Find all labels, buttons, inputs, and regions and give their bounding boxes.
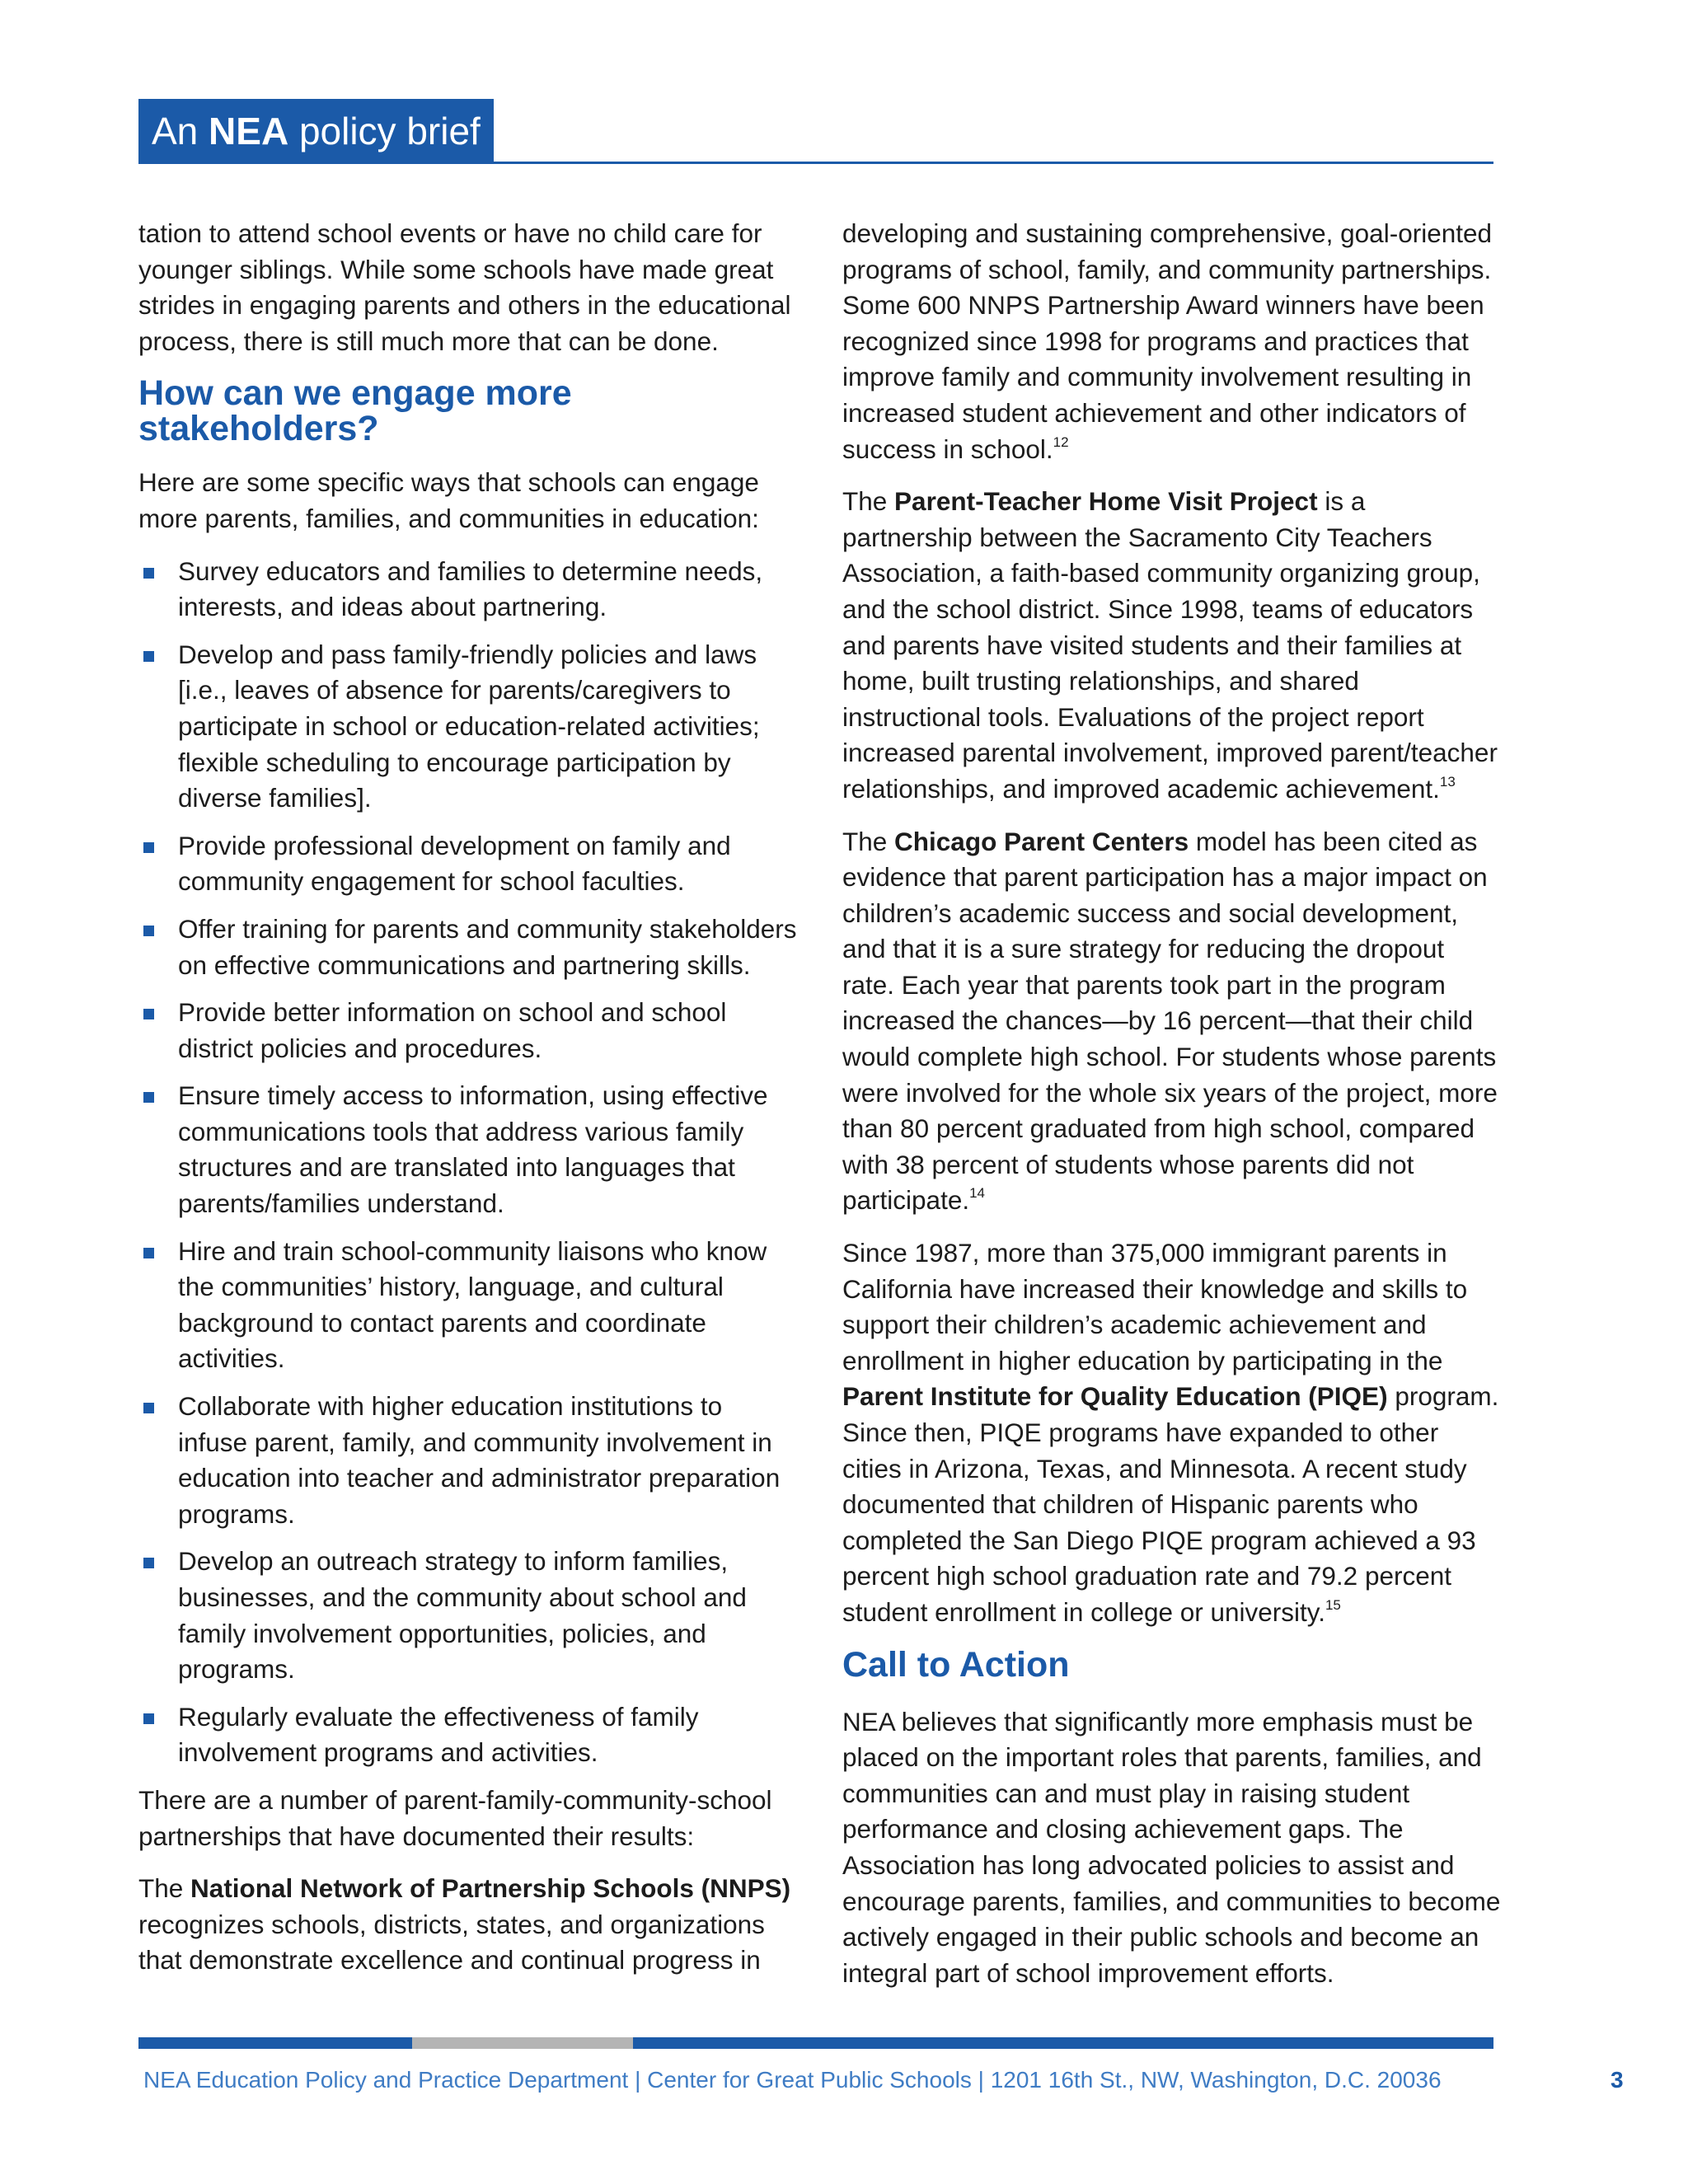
list-item: Provide professional development on family and community engagement for school faculties. [138, 828, 798, 900]
footnote-ref: 14 [969, 1185, 986, 1202]
bullet-square-icon [143, 568, 154, 579]
section-heading-call-to-action: Call to Action [842, 1644, 1070, 1685]
bullet-square-icon [143, 1092, 154, 1103]
footnote-ref: 15 [1325, 1596, 1341, 1613]
footer-bar-gray [412, 2037, 633, 2049]
partnerships-intro: There are a number of parent-family-community-school partnerships that have documented their results: [138, 1784, 772, 1851]
header-prefix: An [152, 110, 199, 152]
strategy-list [138, 554, 798, 1771]
bullet-square-icon [143, 651, 154, 662]
list-item: Offer training for parents and community stakeholders on effective communications and partnering skills. [138, 912, 798, 983]
footnote-ref: 12 [1053, 434, 1069, 450]
bullet-square-icon [143, 842, 154, 853]
bullet-square-icon [143, 1403, 154, 1413]
lead-paragraph: Here are some specific ways that schools can engage more parents, families, and communities in education: [138, 467, 759, 533]
footer-address: NEA Education Policy and Practice Department | Center for Great Public Schools | 1201 16th St., NW, Washington, D.C. 20036 [143, 2067, 1442, 2093]
list-item: Regularly evaluate the effectiveness of family involvement programs and activities. [138, 1699, 798, 1771]
bullet-square-icon [143, 1248, 154, 1258]
bullet-square-icon [143, 926, 154, 936]
nnps-paragraph: The National Network of Partnership Schools (NNPS) recognizes schools, districts, states, and organizations that demonstrate excellence and continual progress in [138, 1873, 791, 1975]
list-item: Collaborate with higher education institutions to infuse parent, family, and community involvement in education into teacher and administrator preparation programs. [138, 1389, 798, 1532]
list-item: Survey educators and families to determine needs, interests, and ideas about partnering. [138, 554, 798, 626]
bullet-square-icon [143, 1558, 154, 1568]
header-tab [138, 99, 494, 163]
footnote-ref: 13 [1439, 773, 1456, 790]
intro-paragraph: tation to attend school events or have no child care for younger siblings. While some schools have made great strides in engaging parents and others in the educational process, there is still much more that can be done. [138, 218, 791, 356]
list-item: Hire and train school-community liaisons who know the communities’ history, language, and cultural background to contact parents and coordinate activities. [138, 1234, 798, 1377]
page-number: 3 [1611, 2067, 1624, 2093]
left-column [138, 216, 798, 1995]
nnps-name: National Network of Partnership Schools (NNPS) [190, 1873, 791, 1904]
header-rule [138, 162, 1493, 164]
piqe-paragraph: Since 1987, more than 375,000 immigrant parents in California have increased their knowledge and skills to support their children’s academic achievement and enrollment in higher education by participating in the Parent Institute for Quality Education (PIQE) program. Since then, PIQE programs have expanded to other cities in Arizona, Texas, and Minnesota. A recent study documented that children of Hispanic parents who completed the San Diego PIQE program achieved a 93 percent high school graduation rate and 79.2 percent student enrollment in college or university.$^{15}$ [842, 1238, 1499, 1627]
nnps-continued: developing and sustaining comprehensive, goal-oriented programs of school, family, and community partnerships. Some 600 NNPS Partnership Award winners have been recognized since 1998 for programs and practices that improve family and community involvement resulting in increased student achievement and other indicators of success in school.$^{12}$ [842, 218, 1493, 464]
right-column [842, 216, 1502, 2008]
footer-bar-blue-right [633, 2037, 1493, 2049]
header-org: NEA [209, 110, 289, 152]
footer-bar-blue-left [138, 2037, 412, 2049]
bullet-square-icon [143, 1713, 154, 1724]
piqe-name: Parent Institute for Quality Education (PIQE) [842, 1381, 1388, 1412]
section-heading-engage: How can we engage more stakeholders? [138, 373, 572, 449]
bullet-square-icon [143, 1009, 154, 1019]
cpc-name: Chicago Parent Centers [894, 826, 1189, 856]
phvp-name: Parent-Teacher Home Visit Project [894, 486, 1318, 517]
list-item: Develop and pass family-friendly policies and laws [i.e., leaves of absence for parents/caregivers to participate in school or education-related activities; flexible scheduling to encourage participation by diverse families]. [138, 637, 798, 817]
cpc-paragraph: The Chicago Parent Centers model has been cited as evidence that parent participation has a major impact on children’s academic success and social development, and that it is a sure strategy for reducing the dropout rate. Each year that parents took part in the program increased the chances—by 16 percent—that their child would complete high school. For students whose parents were involved for the whole six years of the project, more than 80 percent graduated from high school, compared with 38 percent of students whose parents did not participate.$^{14}$ [842, 826, 1498, 1216]
cta-paragraph: NEA believes that significantly more emphasis must be placed on the important roles that parents, families, and communities can and must play in raising student performance and closing achievement gaps. The Association has long advocated policies to assist and encourage parents, families, and communities to become actively engaged in their public schools and become an integral part of school improvement efforts. [842, 1706, 1501, 1988]
list-item: Develop an outreach strategy to inform families, businesses, and the community about school and family involvement opportunities, policies, and programs. [138, 1544, 798, 1687]
phvp-paragraph: The Parent-Teacher Home Visit Project is a partnership between the Sacramento City Teachers Association, a faith-based community organizing group, and the school district. Since 1998, teams of educators and parents have visited students and their families at home, built trusting relationships, and shared instructional tools. Evaluations of the project report increased parental involvement, improved parent/teacher relationships, and improved academic achievement.$^{13}$ [842, 486, 1498, 804]
header-suffix: policy brief [298, 110, 481, 152]
list-item: Ensure timely access to information, using effective communications tools that address various family structures and are translated into languages that parents/families understand. [138, 1078, 798, 1221]
list-item: Provide better information on school and school district policies and procedures. [138, 995, 798, 1066]
